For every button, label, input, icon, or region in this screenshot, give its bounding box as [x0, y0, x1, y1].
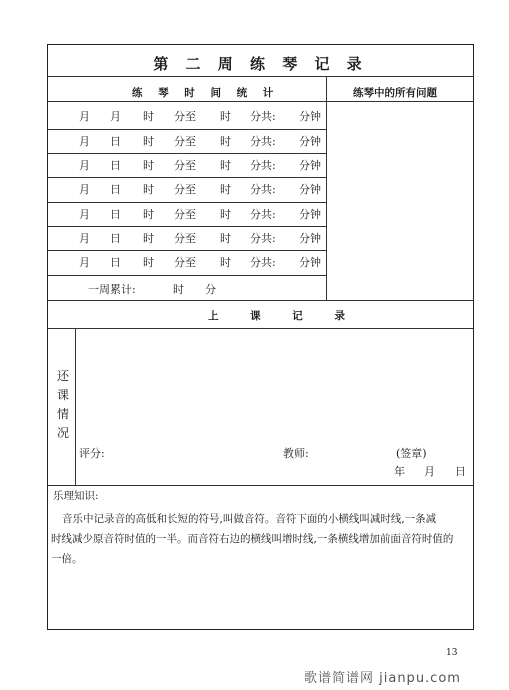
- practice-row: [48, 177, 326, 202]
- month-label: 月: [79, 208, 90, 221]
- total-label: 分共:: [250, 183, 276, 196]
- day-label: 日: [110, 159, 121, 172]
- practice-row: [48, 226, 326, 251]
- hour-label: 时: [143, 183, 154, 196]
- lesson-record-header: 上 课 记 录: [208, 310, 359, 322]
- practice-row: [48, 153, 326, 178]
- theory-line: 时线减少原音符时值的一半。而音符右边的横线叫增时线,一条横线增加前面音符时值的: [51, 533, 454, 545]
- problems-header: 练琴中的所有问题: [353, 87, 437, 99]
- hour-label: 时: [220, 110, 231, 123]
- practice-row: [48, 104, 326, 129]
- total-label: 分共:: [250, 208, 276, 221]
- from-label: 分至: [174, 256, 196, 269]
- row-divider: [48, 275, 326, 276]
- total-label: 分共:: [250, 159, 276, 172]
- month-label: 月: [79, 183, 90, 196]
- from-label: 分至: [174, 110, 196, 123]
- hour-label: 时: [220, 135, 231, 148]
- hour-label: 时: [143, 159, 154, 172]
- weekly-total-label: 一周累计:: [88, 283, 136, 296]
- day-label: 月: [110, 110, 121, 123]
- theory-line: 一倍。: [51, 553, 83, 565]
- from-label: 分至: [174, 232, 196, 245]
- hour-label: 时: [143, 232, 154, 245]
- month-label: 月: [79, 159, 90, 172]
- weekly-total-hour: 时: [173, 283, 184, 296]
- minutes-label: 分钟: [299, 159, 321, 172]
- total-label: 分共:: [250, 232, 276, 245]
- total-label: 分共:: [250, 256, 276, 269]
- theory-line: 音乐中记录音的高低和长短的符号,叫做音符。音符下面的小横线叫减时线,一条减: [62, 513, 437, 525]
- from-label: 分至: [174, 183, 196, 196]
- day-label: 日: [110, 208, 121, 221]
- total-label: 分共:: [250, 110, 276, 123]
- day-label: 日: [110, 232, 121, 245]
- month-label: 月: [79, 256, 90, 269]
- hour-label: 时: [220, 208, 231, 221]
- divider: [48, 101, 473, 102]
- minutes-label: 分钟: [299, 110, 321, 123]
- hour-label: 时: [143, 208, 154, 221]
- page-title: 第 二 周 练 琴 记 录: [153, 55, 368, 73]
- hour-label: 时: [220, 232, 231, 245]
- theory-heading: 乐理知识:: [53, 490, 99, 502]
- hour-label: 时: [143, 256, 154, 269]
- practice-row: [48, 129, 326, 154]
- month-label: 月: [424, 465, 435, 478]
- minutes-label: 分钟: [299, 256, 321, 269]
- hour-label: 时: [220, 256, 231, 269]
- sign-label: (签章): [396, 447, 427, 460]
- hour-label: 时: [220, 159, 231, 172]
- divider: [48, 76, 473, 77]
- minutes-label: 分钟: [299, 232, 321, 245]
- year-label: 年: [394, 465, 405, 478]
- hour-label: 时: [143, 110, 154, 123]
- day-label: 日: [110, 183, 121, 196]
- return-lesson-label: 还 课 情 况: [56, 369, 69, 440]
- month-label: 月: [79, 135, 90, 148]
- from-label: 分至: [174, 135, 196, 148]
- column-divider: [75, 328, 76, 485]
- weekly-total-minute: 分: [205, 283, 216, 296]
- month-label: 月: [79, 110, 90, 123]
- practice-row: [48, 202, 326, 227]
- minutes-label: 分钟: [299, 135, 321, 148]
- divider: [48, 485, 473, 486]
- divider: [48, 328, 473, 329]
- hour-label: 时: [220, 183, 231, 196]
- from-label: 分至: [174, 208, 196, 221]
- minutes-label: 分钟: [299, 183, 321, 196]
- month-label: 月: [79, 232, 90, 245]
- practice-record-form: [47, 44, 474, 630]
- day-label: 日: [110, 135, 121, 148]
- column-divider: [326, 76, 327, 300]
- divider: [48, 300, 473, 301]
- hour-label: 时: [143, 135, 154, 148]
- practice-row: [48, 250, 326, 275]
- score-label: 评分:: [79, 447, 105, 460]
- watermark: 歌谱简谱网 jianpu.com: [304, 671, 461, 686]
- from-label: 分至: [174, 159, 196, 172]
- minutes-label: 分钟: [299, 208, 321, 221]
- day-label: 日: [455, 465, 466, 478]
- page-number: 13: [446, 648, 458, 658]
- total-label: 分共:: [250, 135, 276, 148]
- teacher-label: 教师:: [283, 447, 309, 460]
- day-label: 日: [110, 256, 121, 269]
- practice-time-header: 练 琴 时 间 统 计: [132, 87, 280, 99]
